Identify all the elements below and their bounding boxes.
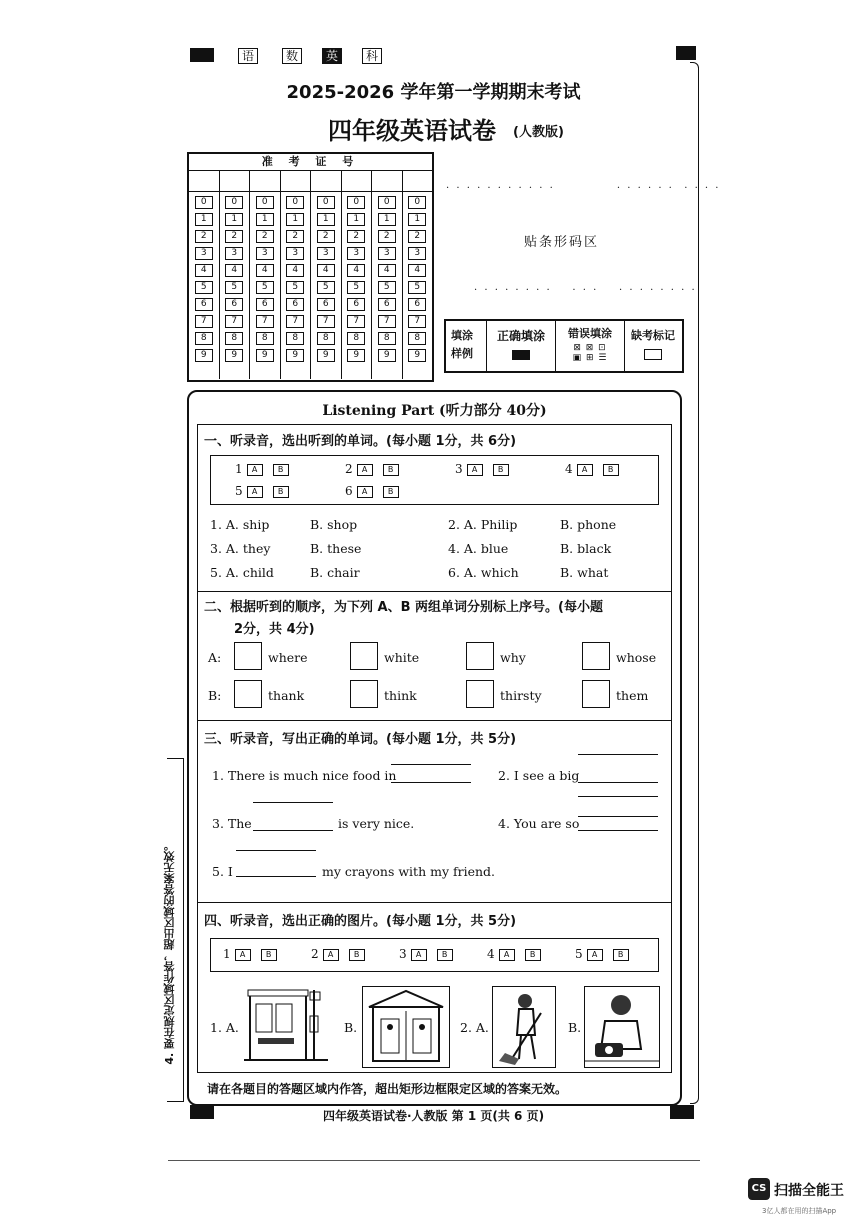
exam-id-digit-bubble[interactable]: 8 — [286, 332, 304, 345]
answer-area-notice: 请在各题目的答题区域内作答，超出矩形边框限定区域的答案无效。 — [207, 1082, 568, 1096]
section-2-heading: 二、根据听到的顺序，为下列 A、B 两组单词分别标上序号。(每小题 — [204, 600, 603, 615]
answer-bubble-b[interactable]: B — [603, 464, 619, 476]
app-tagline: 3亿人都在用的扫描App — [762, 1207, 837, 1215]
section-4-answer-box — [210, 938, 659, 972]
answer-line[interactable] — [578, 754, 658, 755]
exam-id-digit-bubble[interactable]: 8 — [408, 332, 426, 345]
option-b: B. shop — [310, 517, 358, 532]
answer-bubble-a[interactable]: A — [357, 486, 373, 498]
exam-id-write-cell[interactable] — [250, 171, 280, 192]
answer-line[interactable] — [578, 816, 658, 817]
answer-number: 1 — [223, 947, 231, 961]
correct-fill-mark — [512, 350, 530, 360]
section-4 — [197, 902, 672, 1073]
exam-id-digit-bubble[interactable]: 7 — [347, 315, 365, 328]
exam-id-label: 准 考 证 号 — [189, 154, 432, 171]
word-label: thirsty — [500, 688, 542, 703]
answer-number: 2 — [345, 462, 353, 476]
answer-line[interactable] — [253, 802, 333, 803]
subject-english: 英 — [322, 48, 342, 64]
exam-id-digit-bubble[interactable]: 8 — [378, 332, 396, 345]
exam-id-digit-bubble[interactable]: 1 — [408, 213, 426, 226]
answer-number: 3 — [399, 947, 407, 961]
exam-id-digit-bubble[interactable]: 7 — [317, 315, 335, 328]
section-2 — [197, 590, 672, 721]
answer-bubble-b[interactable]: B — [525, 949, 541, 961]
section-3-heading: 三、听录音，写出正确的单词。(每小题 1分，共 5分) — [204, 732, 517, 747]
option-a: 2. A. Philip — [448, 517, 518, 532]
answer-bubble-a[interactable]: A — [247, 486, 263, 498]
sweeping-boy-image — [492, 986, 556, 1068]
edition-label: (人教版) — [513, 125, 564, 140]
exam-id-digit-bubble[interactable]: 9 — [256, 349, 274, 362]
row-a-label: A: — [208, 650, 222, 665]
word-label: white — [384, 650, 420, 665]
subject-science: 科 — [362, 48, 382, 64]
exam-id-digit-bubble[interactable]: 9 — [286, 349, 304, 362]
exam-id-column — [189, 171, 220, 379]
order-number-box[interactable] — [350, 642, 378, 670]
exam-id-digit-bubble[interactable]: 2 — [317, 230, 335, 243]
answer-bubble-a[interactable]: A — [577, 464, 593, 476]
right-border — [690, 62, 699, 1104]
answer-choice-group — [455, 462, 509, 476]
word-label: thank — [268, 688, 305, 703]
exam-id-digit-bubble[interactable]: 7 — [256, 315, 274, 328]
answer-choice-group — [487, 947, 541, 961]
corner-mark-top-left — [190, 48, 214, 62]
app-name: 扫描全能王 — [774, 1183, 844, 1199]
exam-id-digit-bubble[interactable]: 3 — [408, 247, 426, 260]
bus-stop-image — [244, 986, 328, 1066]
question-4-1-b: B. — [344, 1020, 358, 1035]
section-3 — [197, 720, 672, 903]
exam-id-digit-bubble[interactable]: 0 — [378, 196, 396, 209]
exam-id-digit-bubble[interactable]: 4 — [347, 264, 365, 277]
exam-id-digit-bubble[interactable]: 6 — [317, 298, 335, 311]
exam-id-digit-bubble[interactable]: 7 — [195, 315, 213, 328]
order-number-box[interactable] — [582, 642, 610, 670]
answer-choice-group — [345, 462, 399, 476]
answer-bubble-b[interactable]: B — [437, 949, 453, 961]
question-3-4: 4. You are so — [498, 816, 580, 831]
exam-id-digit-bubble[interactable]: 6 — [347, 298, 365, 311]
exam-id-write-cell[interactable] — [311, 171, 341, 192]
exam-id-digit-bubble[interactable]: 8 — [195, 332, 213, 345]
exam-id-digit-bubble[interactable]: 6 — [225, 298, 243, 311]
exam-id-column — [403, 171, 433, 379]
exam-id-digit-bubble[interactable]: 7 — [378, 315, 396, 328]
exam-id-digit-bubble[interactable]: 5 — [317, 281, 335, 294]
option-a: 4. A. blue — [448, 541, 509, 556]
answer-bubble-b[interactable]: B — [273, 464, 289, 476]
option-b: B. chair — [310, 565, 360, 580]
exam-id-digit-bubble[interactable]: 2 — [378, 230, 396, 243]
question-4-1-a: 1. A. — [210, 1020, 239, 1035]
exam-id-column — [281, 171, 312, 379]
word-label: where — [268, 650, 308, 665]
exam-id-digit-bubble[interactable]: 0 — [195, 196, 213, 209]
answer-bubble-a[interactable]: A — [323, 949, 339, 961]
question-3-3-end: is very nice. — [338, 816, 415, 831]
correct-fill-label: 正确填涂 — [496, 329, 545, 343]
exam-id-digit-bubble[interactable]: 9 — [225, 349, 243, 362]
answer-choice-group — [399, 947, 453, 961]
exam-id-digit-bubble[interactable]: 5 — [225, 281, 243, 294]
restroom-image — [362, 986, 450, 1068]
exam-id-digit-bubble[interactable]: 4 — [256, 264, 274, 277]
exam-id-digit-bubble[interactable]: 2 — [286, 230, 304, 243]
answer-number: 5 — [235, 484, 243, 498]
exam-id-digit-bubble[interactable]: 1 — [347, 213, 365, 226]
section-4-heading: 四、听录音，选出正确的图片。(每小题 1分，共 5分) — [204, 914, 517, 929]
option-b: B. black — [560, 541, 612, 556]
answer-number: 5 — [575, 947, 583, 961]
order-number-box[interactable] — [350, 680, 378, 708]
exam-id-write-cell[interactable] — [189, 171, 219, 192]
subject-chinese: 语 — [238, 48, 258, 64]
exam-id-digit-bubble[interactable]: 2 — [256, 230, 274, 243]
exam-id-digit-bubble[interactable]: 5 — [347, 281, 365, 294]
option-b: B. these — [310, 541, 362, 556]
exam-id-digit-bubble[interactable]: 7 — [225, 315, 243, 328]
phone-boy-image — [584, 986, 660, 1068]
corner-mark-top-right — [676, 46, 696, 60]
exam-id-digit-bubble[interactable]: 1 — [378, 213, 396, 226]
answer-number: 4 — [487, 947, 495, 961]
exam-id-digit-bubble[interactable]: 7 — [408, 315, 426, 328]
sweeping-boy-icon — [493, 987, 555, 1067]
option-a: 5. A. child — [210, 565, 274, 580]
section-1 — [197, 424, 672, 592]
exam-id-digit-bubble[interactable]: 5 — [378, 281, 396, 294]
exam-id-digit-bubble[interactable]: 7 — [286, 315, 304, 328]
exam-id-column — [342, 171, 373, 379]
exam-id-write-cell[interactable] — [403, 171, 433, 192]
exam-id-digit-bubble[interactable]: 0 — [225, 196, 243, 209]
absent-mark-label: 缺考标记 — [631, 329, 675, 342]
answer-number: 2 — [311, 947, 319, 961]
exam-id-column — [250, 171, 281, 379]
exam-id-digit-bubble[interactable]: 2 — [408, 230, 426, 243]
answer-bubble-a[interactable]: A — [247, 464, 263, 476]
exam-id-digit-bubble[interactable]: 3 — [347, 247, 365, 260]
answer-bubble-b[interactable]: B — [383, 464, 399, 476]
exam-id-column — [220, 171, 251, 379]
answer-bubble-a[interactable]: A — [587, 949, 603, 961]
answer-choice-group — [311, 947, 365, 961]
answer-bubble-b[interactable]: B — [613, 949, 629, 961]
exam-id-digit-bubble[interactable]: 1 — [317, 213, 335, 226]
exam-id-digit-bubble[interactable]: 2 — [225, 230, 243, 243]
answer-bubble-b[interactable]: B — [383, 486, 399, 498]
question-3-5: 5. I — [212, 864, 233, 879]
answer-bubble-a[interactable]: A — [235, 949, 251, 961]
exam-id-digit-bubble[interactable]: 0 — [408, 196, 426, 209]
option-a: 1. A. ship — [210, 517, 270, 532]
wrong-fill-label: 错误填涂 — [568, 327, 612, 340]
exam-id-digit-bubble[interactable]: 4 — [195, 264, 213, 277]
question-3-5-end: my crayons with my friend. — [322, 864, 495, 879]
order-number-box[interactable] — [582, 680, 610, 708]
section-2-heading-cont: 2分，共 4分) — [234, 622, 315, 637]
order-number-box[interactable] — [466, 680, 494, 708]
answer-line[interactable] — [391, 764, 471, 765]
barcode-dots: . . . . . . . . . . . . . . . . . . . — [474, 282, 697, 293]
section-1-heading: 一、听录音，选出听到的单词。(每小题 1分，共 6分) — [204, 434, 517, 449]
exam-id-digit-bubble[interactable]: 3 — [286, 247, 304, 260]
exam-id-digit-bubble[interactable]: 8 — [347, 332, 365, 345]
exam-id-digit-bubble[interactable]: 3 — [317, 247, 335, 260]
exam-id-digit-bubble[interactable]: 5 — [195, 281, 213, 294]
row-b-label: B: — [208, 688, 222, 703]
exam-id-digit-bubble[interactable]: 4 — [286, 264, 304, 277]
exam-id-digit-bubble[interactable]: 8 — [256, 332, 274, 345]
exam-id-digit-bubble[interactable]: 2 — [195, 230, 213, 243]
exam-id-columns — [189, 171, 432, 379]
exam-id-digit-bubble[interactable]: 9 — [378, 349, 396, 362]
barcode-dots: . . . . . . . . . . . . . . . . . . . . . — [446, 180, 721, 191]
option-a: 6. A. which — [448, 565, 519, 580]
answer-line[interactable] — [236, 876, 316, 877]
answer-bubble-b[interactable]: B — [261, 949, 277, 961]
answer-number: 4 — [565, 462, 573, 476]
exam-id-digit-bubble[interactable]: 1 — [195, 213, 213, 226]
fill-example-box — [444, 319, 684, 373]
exam-id-digit-bubble[interactable]: 1 — [256, 213, 274, 226]
exam-id-digit-bubble[interactable]: 1 — [286, 213, 304, 226]
answer-choice-group — [565, 462, 619, 476]
subject-math: 数 — [282, 48, 302, 64]
answer-choice-group — [345, 484, 399, 498]
option-b: B. phone — [560, 517, 617, 532]
exam-id-write-cell[interactable] — [372, 171, 402, 192]
paper-title: 四年级英语试卷 — [328, 117, 496, 145]
answer-line[interactable] — [391, 782, 471, 783]
exam-id-write-cell[interactable] — [342, 171, 372, 192]
exam-id-digit-bubble[interactable]: 6 — [286, 298, 304, 311]
exam-id-digit-bubble[interactable]: 2 — [347, 230, 365, 243]
wrong-fill-marks: ⊠ ⊠ ⊡ ▣ ⊞ ☰ — [572, 343, 608, 363]
absent-mark-box[interactable] — [644, 349, 662, 360]
exam-id-column — [311, 171, 342, 379]
exam-id-digit-bubble[interactable]: 9 — [317, 349, 335, 362]
question-4-2-a: 2. A. — [460, 1020, 489, 1035]
answer-choice-group — [575, 947, 629, 961]
exam-id-digit-bubble[interactable]: 1 — [225, 213, 243, 226]
exam-id-digit-bubble[interactable]: 8 — [317, 332, 335, 345]
exam-id-digit-bubble[interactable]: 6 — [378, 298, 396, 311]
answer-bubble-a[interactable]: A — [411, 949, 427, 961]
answer-bubble-b[interactable]: B — [349, 949, 365, 961]
answer-line[interactable] — [578, 830, 658, 831]
exam-id-digit-bubble[interactable]: 6 — [195, 298, 213, 311]
watermark — [748, 1178, 863, 1222]
exam-id-digit-bubble[interactable]: 5 — [286, 281, 304, 294]
order-number-box[interactable] — [234, 642, 262, 670]
exam-id-digit-bubble[interactable]: 5 — [256, 281, 274, 294]
answer-bubble-a[interactable]: A — [467, 464, 483, 476]
answer-number: 3 — [455, 462, 463, 476]
exam-id-digit-bubble[interactable]: 9 — [347, 349, 365, 362]
question-3-3: 3. The — [212, 816, 252, 831]
exam-id-digit-bubble[interactable]: 9 — [195, 349, 213, 362]
option-b: B. what — [560, 565, 609, 580]
exam-id-digit-bubble[interactable]: 4 — [408, 264, 426, 277]
order-number-box[interactable] — [234, 680, 262, 708]
exam-id-digit-bubble[interactable]: 9 — [408, 349, 426, 362]
exam-id-digit-bubble[interactable]: 0 — [317, 196, 335, 209]
exam-id-digit-bubble[interactable]: 4 — [225, 264, 243, 277]
footer-rule — [168, 1160, 700, 1161]
answer-bubble-a[interactable]: A — [499, 949, 515, 961]
answer-line[interactable] — [236, 850, 316, 851]
exam-id-digit-bubble[interactable]: 4 — [378, 264, 396, 277]
answer-line[interactable] — [578, 782, 658, 783]
exam-id-digit-bubble[interactable]: 0 — [256, 196, 274, 209]
exam-id-digit-bubble[interactable]: 8 — [225, 332, 243, 345]
answer-number: 1 — [235, 462, 243, 476]
bus-stop-icon — [244, 986, 328, 1066]
answer-line[interactable] — [253, 830, 333, 831]
order-number-box[interactable] — [466, 642, 494, 670]
exam-id-digit-bubble[interactable]: 6 — [256, 298, 274, 311]
fill-example-label: 填涂样例 — [451, 329, 473, 360]
answer-bubble-b[interactable]: B — [273, 486, 289, 498]
answer-choice-group — [235, 484, 289, 498]
word-label: them — [616, 688, 649, 703]
exam-id-digit-bubble[interactable]: 4 — [317, 264, 335, 277]
word-label: why — [500, 650, 526, 665]
exam-id-write-cell[interactable] — [281, 171, 311, 192]
exam-id-digit-bubble[interactable]: 3 — [256, 247, 274, 260]
exam-id-digit-bubble[interactable]: 3 — [195, 247, 213, 260]
exam-id-write-cell[interactable] — [220, 171, 250, 192]
answer-line[interactable] — [578, 796, 658, 797]
listening-title: Listening Part (听力部分 40分) — [322, 403, 547, 419]
answer-choice-group — [235, 462, 289, 476]
barcode-area-label: 贴条形码区 — [524, 235, 600, 250]
answer-choice-group — [223, 947, 277, 961]
answer-bubble-b[interactable]: B — [493, 464, 509, 476]
word-label: think — [384, 688, 417, 703]
restroom-icon — [363, 987, 449, 1067]
exam-title: 2025-2026 学年第一学期期末考试 — [286, 82, 581, 103]
exam-id-digit-bubble[interactable]: 6 — [408, 298, 426, 311]
exam-id-column — [372, 171, 403, 379]
page-footer: 四年级英语试卷·人教版 第 1 页(共 6 页) — [322, 1109, 545, 1123]
exam-id-digit-bubble[interactable]: 5 — [408, 281, 426, 294]
exam-id-digit-bubble[interactable]: 0 — [286, 196, 304, 209]
exam-id-digit-bubble[interactable]: 0 — [347, 196, 365, 209]
question-4-2-b: B. — [568, 1020, 582, 1035]
exam-id-digit-bubble[interactable]: 3 — [225, 247, 243, 260]
question-3-2: 2. I see a big — [498, 768, 580, 783]
app-logo-icon: CS — [748, 1178, 770, 1200]
answer-number: 6 — [345, 484, 353, 498]
section-1-answer-box — [210, 455, 659, 505]
answer-bubble-a[interactable]: A — [357, 464, 373, 476]
phone-boy-icon — [585, 987, 659, 1067]
listening-panel — [187, 390, 682, 1106]
option-a: 3. A. they — [210, 541, 271, 556]
word-label: whose — [616, 650, 657, 665]
question-3-1: 1. There is much nice food in — [212, 768, 397, 783]
exam-id-grid — [187, 152, 434, 382]
exam-id-digit-bubble[interactable]: 3 — [378, 247, 396, 260]
side-note: 4. 要在规定区域作答，超出区域的答案无效。 — [163, 840, 176, 1065]
